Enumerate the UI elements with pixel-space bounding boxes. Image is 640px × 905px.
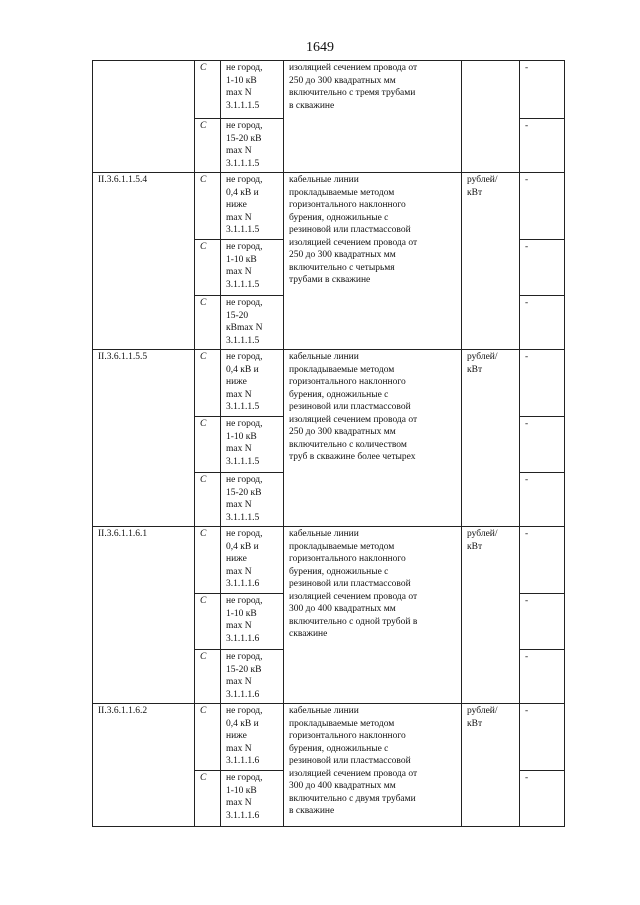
category-letter: С	[195, 527, 221, 594]
unit-cell: рублей/ кВт	[462, 704, 520, 827]
category-letter: С	[195, 473, 221, 527]
category-letter: С	[195, 119, 221, 173]
category-letter: С	[195, 240, 221, 296]
table-row	[93, 173, 565, 240]
value-cell: -	[520, 771, 565, 827]
value-cell: -	[520, 594, 565, 650]
category-letter: С	[195, 771, 221, 827]
category-letter: С	[195, 704, 221, 771]
category-letter: С	[195, 594, 221, 650]
table-row	[93, 61, 565, 119]
unit-cell: рублей/ кВт	[462, 173, 520, 350]
code-cell: II.3.6.1.1.6.2	[93, 704, 195, 827]
unit-cell: рублей/ кВт	[462, 350, 520, 527]
description-cell: изоляцией сечением провода от 250 до 300 квадратных мм включительно с тремя трубами в скважине	[284, 61, 462, 173]
value-cell: -	[520, 704, 565, 771]
page-number: 1649	[306, 40, 334, 55]
condition-cell: не город, 15-20 кВ max N 3.1.1.1.5	[221, 119, 284, 173]
condition-cell: не город, 15-20 кВ max N 3.1.1.1.5	[221, 473, 284, 527]
code-cell	[93, 61, 195, 173]
condition-cell: не город, 1-10 кВ max N 3.1.1.1.6	[221, 771, 284, 827]
description-cell: кабельные линии прокладываемые методом горизонтального наклонного бурения, одножильные с резиновой или пластмассовой изоляцией сечением провода от 300 до 400 квадратных мм включительно с двумя трубами в скважине	[284, 704, 462, 827]
condition-cell: не город, 1-10 кВ max N 3.1.1.1.5	[221, 61, 284, 119]
code-cell: II.3.6.1.1.5.4	[93, 173, 195, 350]
value-cell: -	[520, 296, 565, 350]
category-letter: С	[195, 350, 221, 417]
value-cell: -	[520, 173, 565, 240]
unit-cell: рублей/ кВт	[462, 527, 520, 704]
category-letter: С	[195, 296, 221, 350]
condition-cell: не город, 1-10 кВ max N 3.1.1.1.5	[221, 240, 284, 296]
condition-cell: не город, 15-20 кВ max N 3.1.1.1.6	[221, 650, 284, 704]
condition-cell: не город, 1-10 кВ max N 3.1.1.1.6	[221, 594, 284, 650]
condition-cell: не город, 15-20 кВmax N 3.1.1.1.5	[221, 296, 284, 350]
unit-cell	[462, 61, 520, 173]
condition-cell: не город, 1-10 кВ max N 3.1.1.1.5	[221, 417, 284, 473]
description-cell: кабельные линии прокладываемые методом горизонтального наклонного бурения, одножильные с резиновой или пластмассовой изоляцией сечением провода от 250 до 300 квадратных мм включительно с четырьмя трубами в скважине	[284, 173, 462, 350]
category-letter: С	[195, 650, 221, 704]
table-row	[93, 704, 565, 771]
value-cell: -	[520, 61, 565, 119]
condition-cell: не город, 0,4 кВ и ниже max N 3.1.1.1.5	[221, 173, 284, 240]
table-row	[93, 350, 565, 417]
category-letter: С	[195, 173, 221, 240]
tariff-table	[92, 60, 565, 827]
condition-cell: не город, 0,4 кВ и ниже max N 3.1.1.1.6	[221, 527, 284, 594]
value-cell: -	[520, 240, 565, 296]
value-cell: -	[520, 650, 565, 704]
value-cell: -	[520, 417, 565, 473]
value-cell: -	[520, 527, 565, 594]
code-cell: II.3.6.1.1.6.1	[93, 527, 195, 704]
condition-cell: не город, 0,4 кВ и ниже max N 3.1.1.1.5	[221, 350, 284, 417]
description-cell: кабельные линии прокладываемые методом горизонтального наклонного бурения, одножильные с резиновой или пластмассовой изоляцией сечением провода от 300 до 400 квадратных мм включительно с одной трубой в скважине	[284, 527, 462, 704]
value-cell: -	[520, 473, 565, 527]
description-cell: кабельные линии прокладываемые методом горизонтального наклонного бурения, одножильные с резиновой или пластмассовой изоляцией сечением провода от 250 до 300 квадратных мм включительно с количеством труб в скважине более четырех	[284, 350, 462, 527]
category-letter: С	[195, 61, 221, 119]
code-cell: II.3.6.1.1.5.5	[93, 350, 195, 527]
category-letter: С	[195, 417, 221, 473]
table-row	[93, 527, 565, 594]
value-cell: -	[520, 119, 565, 173]
value-cell: -	[520, 350, 565, 417]
condition-cell: не город, 0,4 кВ и ниже max N 3.1.1.1.6	[221, 704, 284, 771]
